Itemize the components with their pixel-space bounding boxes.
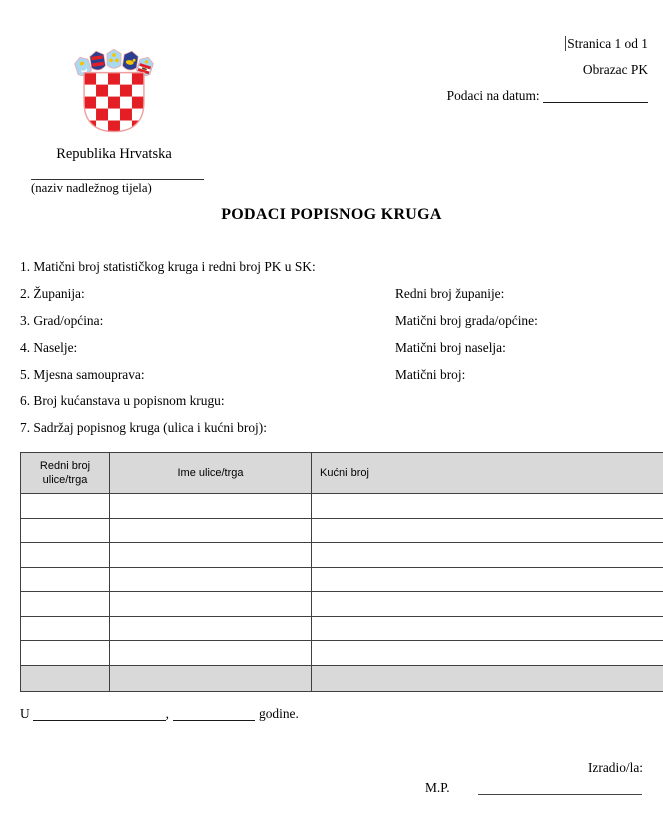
authority-name-block	[31, 179, 204, 196]
form-title: PODACI POPISNOG KRUGA	[221, 206, 442, 223]
field-label: 4. Naselje:	[20, 339, 78, 355]
stamp-label: M.P.	[425, 780, 450, 795]
field-row-zupanija	[20, 281, 650, 308]
field-label: 3. Grad/općina:	[20, 312, 104, 328]
table-cell[interactable]	[312, 518, 663, 543]
col-header-redni-broj-ulice: Redni broj ulice/trga	[21, 453, 110, 494]
table-cell[interactable]	[21, 592, 110, 617]
field-label-right: Matični broj grada/općine:	[395, 312, 538, 328]
form-code: Obrazac PK	[582, 62, 648, 77]
field-row-naselje	[20, 335, 650, 362]
field-label-right: Matični broj naselja:	[395, 339, 506, 355]
table-footer-cell	[21, 665, 110, 691]
comma: ,	[165, 706, 170, 721]
streets-table	[20, 452, 663, 692]
table-body	[21, 494, 663, 666]
signature-blank-field[interactable]	[478, 794, 642, 795]
page-number-line	[447, 36, 648, 52]
table-row	[21, 567, 663, 592]
data-date-label: Podaci na datum:	[446, 88, 540, 103]
field-label: 6. Broj kućanstava u popisnom krugu:	[20, 393, 225, 409]
form-fields	[20, 254, 650, 442]
godine-label: godine.	[259, 706, 299, 721]
u-label: U	[20, 706, 30, 721]
country-name: Republika Hrvatska	[56, 146, 172, 162]
table-cell[interactable]	[312, 494, 663, 519]
place-date-line	[20, 706, 299, 722]
table-cell[interactable]	[110, 641, 312, 666]
table-cell[interactable]	[110, 592, 312, 617]
field-row-maticni-broj-sk	[20, 254, 650, 281]
col-header-ime-ulice: Ime ulice/trga	[110, 453, 312, 494]
table-cell[interactable]	[312, 641, 663, 666]
table-row	[21, 494, 663, 519]
table-row	[21, 592, 663, 617]
table-row	[21, 616, 663, 641]
croatian-coat-of-arms-icon	[70, 44, 158, 140]
field-label-right: Redni broj županije:	[395, 285, 505, 301]
field-label: 7. Sadržaj popisnog kruga (ulica i kućni broj):	[20, 420, 267, 436]
table-cell[interactable]	[312, 543, 663, 568]
year-blank-field[interactable]	[173, 707, 255, 721]
page-meta	[447, 36, 648, 114]
field-label: 1. Matični broj statističkog kruga i redni broj PK u SK:	[20, 259, 316, 274]
authority-name-caption: (naziv nadležnog tijela)	[31, 181, 152, 195]
table-footer-cell	[312, 665, 663, 691]
table-cell[interactable]	[110, 543, 312, 568]
page-number: Stranica 1 od 1	[567, 36, 648, 51]
table-cell[interactable]	[21, 518, 110, 543]
table-cell[interactable]	[110, 616, 312, 641]
table-row	[21, 641, 663, 666]
field-label: 2. Županija:	[20, 285, 85, 301]
field-row-sadrzaj-pk	[20, 415, 650, 442]
table-row	[21, 543, 663, 568]
table-cell[interactable]	[110, 518, 312, 543]
field-row-broj-kucanstava	[20, 388, 650, 415]
table-cell[interactable]	[110, 567, 312, 592]
coat-of-arms-block	[24, 44, 204, 163]
table-row	[21, 518, 663, 543]
table-cell[interactable]	[312, 592, 663, 617]
authority-name-blank-field[interactable]	[31, 179, 204, 180]
date-blank-field[interactable]	[543, 89, 648, 103]
prepared-by-label: Izradio/la:	[587, 760, 643, 775]
table-header-row	[21, 453, 663, 494]
table-footer-cell	[110, 665, 312, 691]
table-cell[interactable]	[312, 567, 663, 592]
table-cell[interactable]	[312, 616, 663, 641]
col-header-kucni-broj: Kućni broj	[312, 453, 663, 494]
place-blank-field[interactable]	[33, 707, 166, 721]
table-cell[interactable]	[21, 616, 110, 641]
table-cell[interactable]	[21, 567, 110, 592]
field-label: 5. Mjesna samouprava:	[20, 366, 145, 382]
table-cell[interactable]	[21, 641, 110, 666]
field-row-grad-opcina	[20, 308, 650, 335]
table-cell[interactable]	[21, 543, 110, 568]
field-row-mjesna-samouprava	[20, 362, 650, 389]
table-cell[interactable]	[110, 494, 312, 519]
table-footer-row	[21, 665, 663, 691]
table-cell[interactable]	[21, 494, 110, 519]
data-date-line	[447, 88, 648, 104]
field-label-right: Matični broj:	[395, 366, 466, 382]
